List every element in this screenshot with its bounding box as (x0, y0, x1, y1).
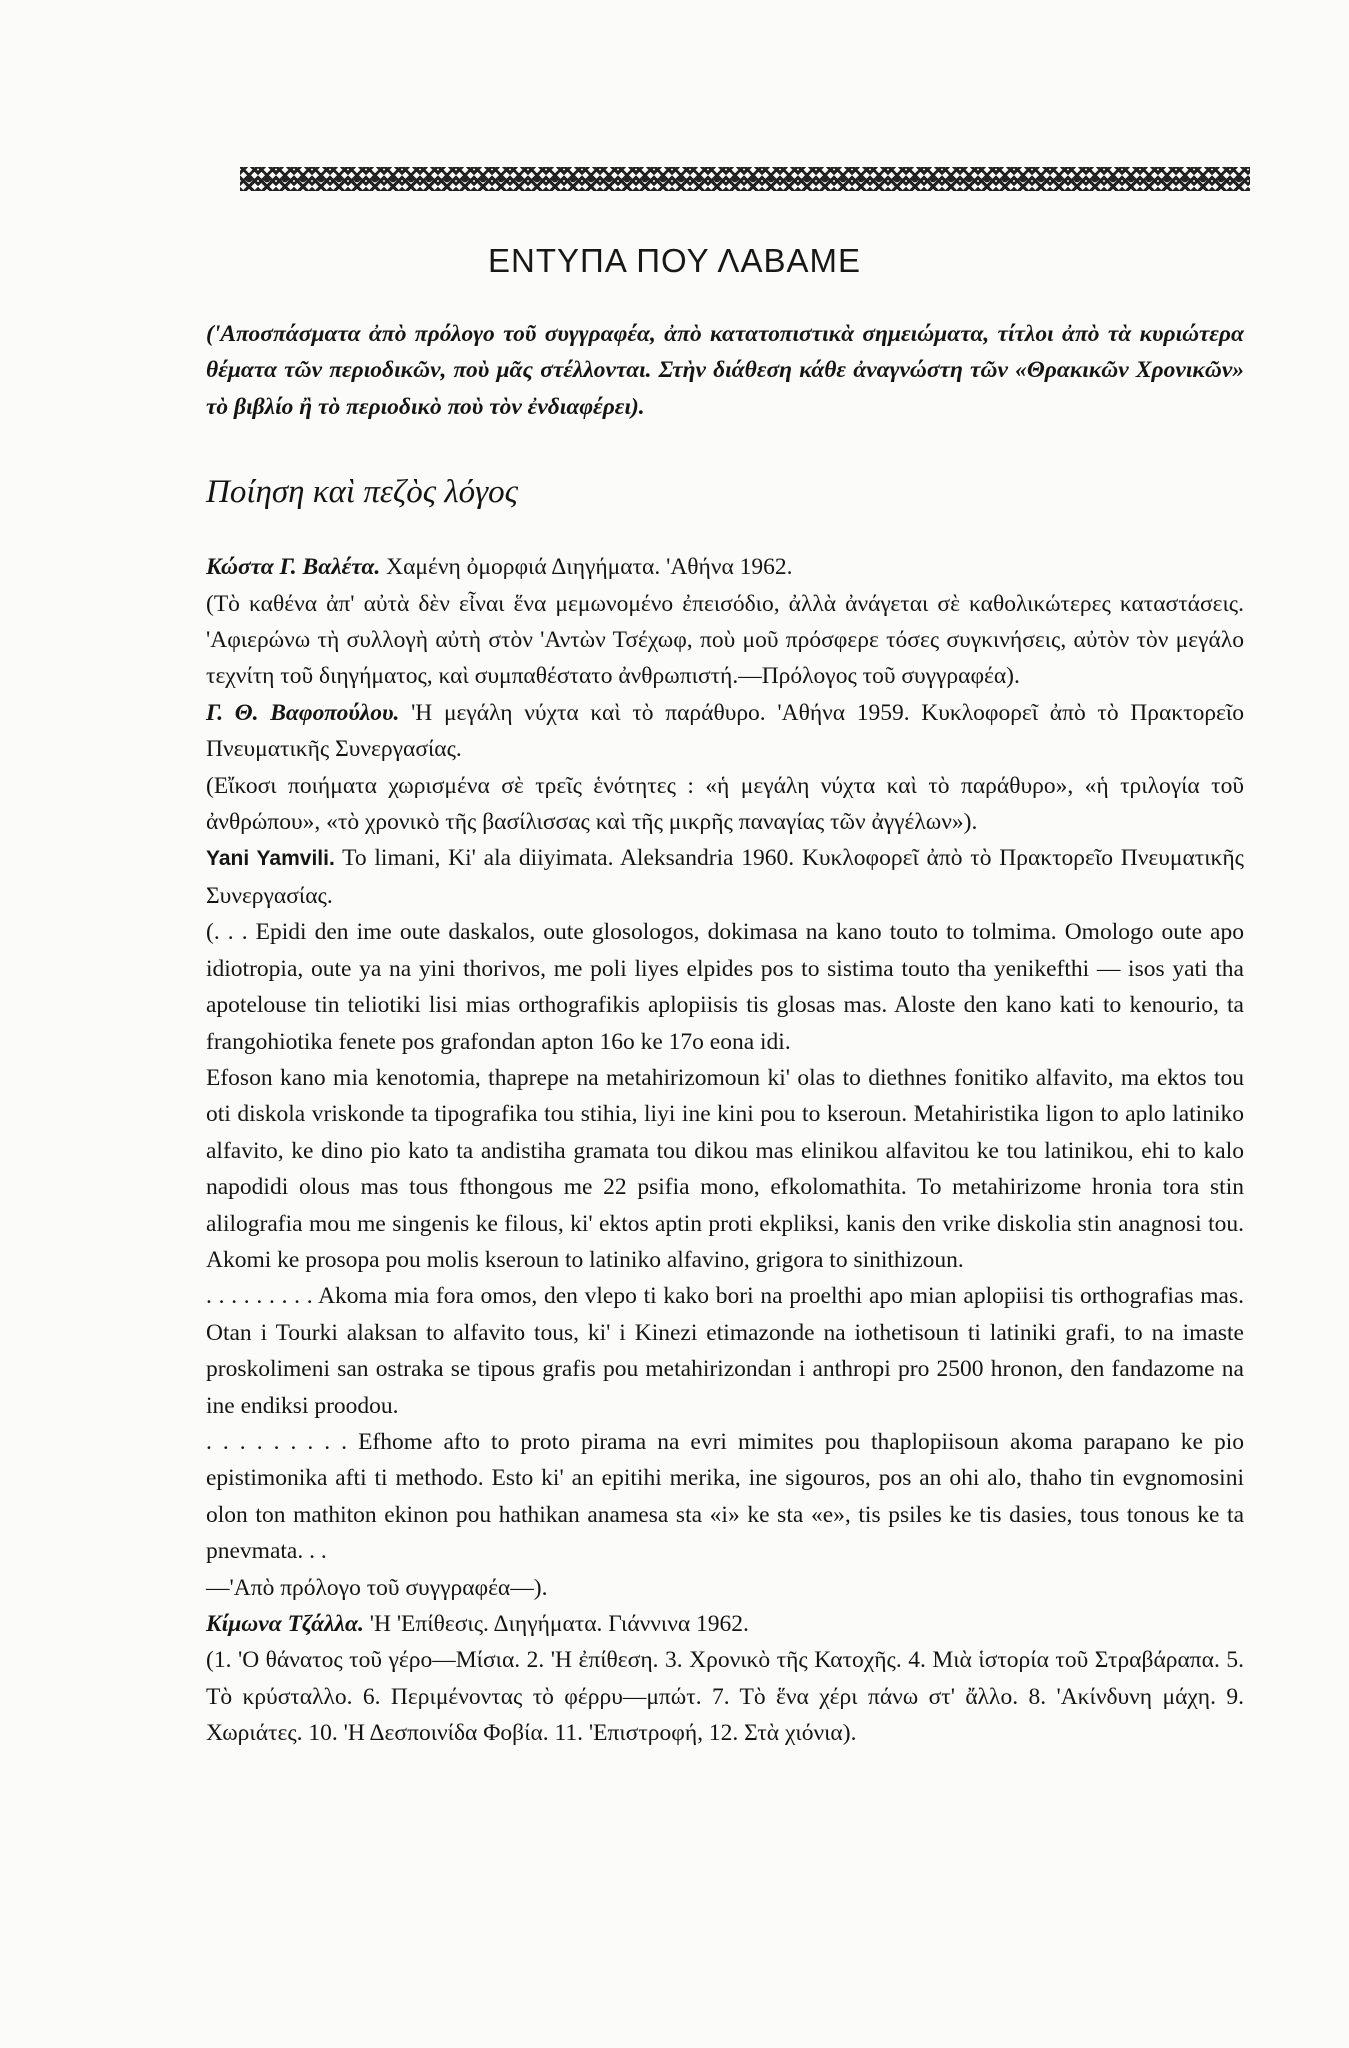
entry-author: Κίμωνα Τζάλλα. (206, 1611, 364, 1637)
latin-text-paragraph: (. . . Epidi den ime oute daskalos, oute glosologos, dokimasa na kano touto to tolmima. Omologo oute apo idiotropia, oute ya na yini thorivos, me poli liyes elpides pos to sistima touto tha yenikefthi — isos yati tha apotelouse tin teliotiki lisi mias orthografikis aplopiisis tis glosas mas. Aloste den kano kati to kenourio, ta frangohiotika fenete pos grafondan apton 16o ke 17o eona idi. (206, 919, 1244, 1055)
entry-description: (Τὸ καθένα ἀπ' αὐτὰ δὲν εἶναι ἕνα μεμωνομένο ἐπεισόδιο, ἀλλὰ ἀνάγεται σὲ καθολικώτερες καταστάσεις. 'Αφιερώνω τὴ συλλογὴ αὐτὴ στὸν 'Αντὼν Τσέχωφ, ποὺ μοῦ πρόσφερε τόσες συγκινήσεις, αὐτὸν τὸν μεγάλο τεχνίτη τοῦ διηγήματος, καὶ συμπαθέστατο ἀνθρωπιστή.—Πρόλογος τοῦ συγγραφέα). (206, 590, 1244, 690)
entry-title: 'Η 'Επίθεσις. Διηγήματα. Γιάννινα 1962. (363, 1611, 749, 1637)
article-body (206, 316, 1244, 1752)
decorative-border (240, 167, 1250, 191)
entry-title: 'Η μεγάλη νύχτα καὶ τὸ παράθυρο. 'Αθήνα 1959. Κυκλοφορεῖ ἀπὸ τὸ Πρακτορεῖο Πνευματικῆς Συνεργασίας. (206, 699, 1244, 763)
entry-yamvili (206, 840, 1244, 914)
entry-author: Yani Yamvili. (206, 847, 335, 871)
latin-text-paragraph: . . . . . . . . . Akoma mia fora omos, den vlepo ti kako bori na proelthi apo mian aplopiisi tis orthografias mas. Otan i Tourki alaksan to alfavito tous, ki' i Kinezi etimazonde na iothetisoun ti latiniki grafi, to na imaste proskolimeni san ostraka se tipous grafis pou metahirizondan i anthropi pro 2500 hronon, den fandazome na ine endiksi proodou. (206, 1283, 1244, 1419)
prologue-credit: —'Απὸ πρόλογο τοῦ συγγραφέα—). (206, 1574, 548, 1601)
page-title: ΕΝΤΥΠΑ ΠΟΥ ΛΑΒΑΜΕ (488, 242, 861, 279)
entry-valetas (206, 549, 1244, 585)
latin-text-paragraph: Efoson kano mia kenotomia, thaprepe na metahirizomoun ki' olas to diethnes fonitiko alfavito, ma ektos tou oti diskola vriskonde ta tipografika tou stihia, liyi ine kini pou to kseroun. Metahiristika ligon to aplo latiniko alfavito, ke dino pio kato ta andistiha gramata tou dikou mas elinikou alfavitou ke tou latinikou, ehi to kalo napodidi olous mas tous fthongous me 22 psifia mono, efkolomathita. To metahirizome hronia tora stin alilografia mou me singenis ke filous, ki' ektos aptin proti ekpliksi, kanis den vrike diskolia stin anagnosi tou. Akomi ke prosopa pou molis kseroun to latiniko alfavino, grigora to sinithizoun. (206, 1064, 1244, 1273)
entry-author: Γ. Θ. Βαφοπούλου. (206, 699, 400, 726)
entry-tzalla (206, 1606, 1244, 1642)
latin-text-paragraph: . . . . . . . . . Efhome afto to proto pirama na evri mimites pou thaplopiisoun akoma parapano ke pio epistimonika afti ti methodo. Esto ki' an epitihi merika, ine sigouros, pos an ohi alo, thaho tin evgnomosini olon ton mathiton ekinon pou hathikan anamesa sta «i» ke sta «e», tis psiles ke tis dasies, tous tonous ke ta pnevmata. . . (206, 1428, 1244, 1565)
entry-title: Χαμένη ὀμορφιά Διηγήματα. 'Αθήνα 1962. (380, 554, 793, 581)
entry-title: To limani, Ki' ala diiyimata. Aleksandria 1960. Κυκλοφορεῖ ἀπὸ τὸ Πρακτορεῖο Πνευματικῆς Συνεργασίας. (206, 845, 1244, 909)
entry-description: (1. 'Ο θάνατος τοῦ γέρο—Μίσια. 2. 'Η ἐπίθεση. 3. Χρονικὸ τῆς Κατοχῆς. 4. Μιὰ ἱστορία τοῦ Στραβάραπα. 5. Τὸ κρύσταλλο. 6. Περιμένοντας τὸ φέρρυ—μπώτ. 7. Τὸ ἕνα χέρι πάνω στ' ἄλλο. 8. 'Ακίνδυνη μάχη. 9. Χωριάτες. 10. 'Η Δεσποινίδα Φοβία. 11. 'Επιστροφή, 12. Στὰ χιόνια). (206, 1647, 1244, 1747)
entry-vafopoulou (206, 695, 1244, 768)
entry-author: Κώστα Γ. Βαλέτα. (206, 554, 381, 581)
section-heading: Ποίηση καὶ πεζὸς λόγος (206, 474, 519, 511)
intro-note: ('Αποσπάσματα ἀπὸ πρόλογο τοῦ συγγραφέα, ἀπὸ κατατοπιστικὰ σημειώματα, τίτλοι ἀπὸ τὰ κυριώτερα θέματα τῶν περιοδικῶν, ποὺ μᾶς στέλλονται. Στὴν διάθεση κάθε ἀναγνώστη τῶν «Θρακικῶν Χρονικῶν» τὸ βιβλίο ἢ τὸ περιοδικὸ ποὺ τὸν ἐνδιαφέρει). (206, 321, 1244, 420)
entry-description: (Εἴκοσι ποιήματα χωρισμένα σὲ τρεῖς ἑνότητες : «ἡ μεγάλη νύχτα καὶ τὸ παράθυρο», «ἡ τριλογία τοῦ ἀνθρώπου», «τὸ χρονικὸ τῆς βασίλισσας καὶ τῆς μικρῆς παναγίας τῶν ἀγγέλων»). (206, 772, 1244, 836)
